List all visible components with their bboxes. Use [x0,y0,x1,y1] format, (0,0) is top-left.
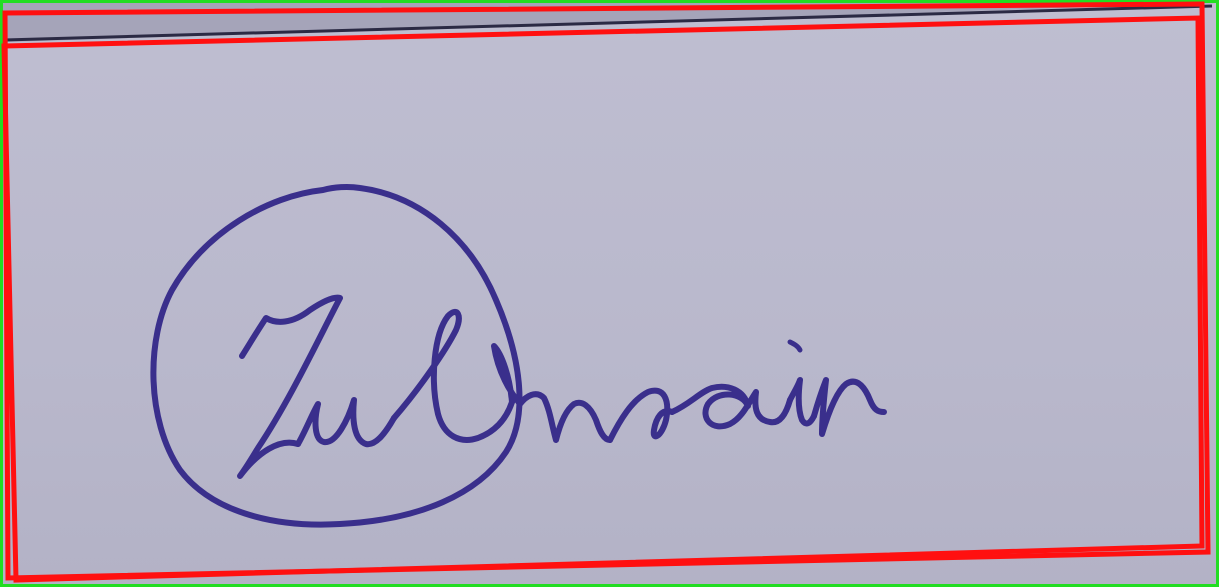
outer-bounding-box [2,2,1218,586]
inner-bounding-box [5,4,1208,578]
inner-bounding-box-secondary [4,18,1202,580]
